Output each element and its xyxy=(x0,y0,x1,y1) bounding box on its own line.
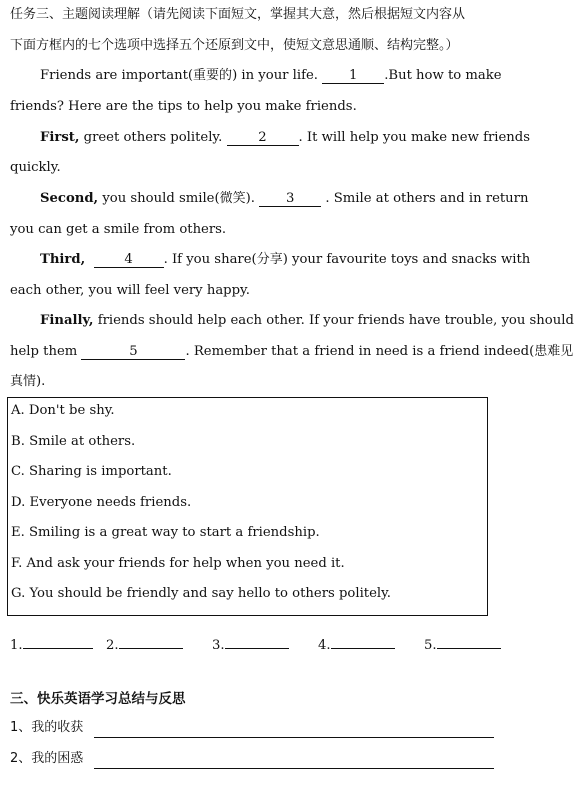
text: ) your favourite toys and snacks with xyxy=(282,252,531,267)
option-f[interactable]: F. And ask your friends for help when you need it. xyxy=(11,556,345,571)
option-e[interactable]: E. Smiling is a great way to start a friendship. xyxy=(11,525,320,540)
reflection-confusions-line[interactable] xyxy=(94,768,494,769)
answer-line[interactable] xyxy=(23,636,93,649)
lead-word: Third, xyxy=(40,252,86,267)
answer-blank-3[interactable] xyxy=(212,636,289,654)
option-g[interactable]: G. You should be friendly and say hello to others politely. xyxy=(11,586,392,601)
passage-paragraph-4-cont: each other, you will feel very happy. xyxy=(10,283,250,298)
answer-number: 2. xyxy=(106,638,119,653)
option-d[interactable]: D. Everyone needs friends. xyxy=(11,495,192,510)
passage-paragraph-1-cont: friends? Here are the tips to help you make friends. xyxy=(10,99,357,114)
passage-paragraph-1 xyxy=(40,68,551,84)
text: greet others politely. xyxy=(79,130,227,145)
reflection-label: 2、我的困惑 xyxy=(10,751,84,766)
answer-number: 5. xyxy=(424,638,437,653)
section-3-title: 三、快乐英语学习总结与反思 xyxy=(10,691,186,707)
answer-number: 4. xyxy=(318,638,331,653)
passage-paragraph-2 xyxy=(40,130,551,146)
answer-line[interactable] xyxy=(119,636,183,649)
gloss: 患难见 xyxy=(534,344,574,359)
text: . Remember that a friend in need is a friend indeed( xyxy=(185,344,535,359)
answer-line[interactable] xyxy=(331,636,395,649)
answer-line[interactable] xyxy=(225,636,289,649)
answer-blank-1[interactable] xyxy=(10,636,93,654)
option-a[interactable]: A. Don't be shy. xyxy=(11,403,115,418)
text: ). xyxy=(36,374,46,389)
passage-paragraph-3-cont: you can get a smile from others. xyxy=(10,222,227,237)
passage-paragraph-3 xyxy=(40,191,551,207)
passage-paragraph-5-cont xyxy=(10,344,574,360)
gloss: 分享 xyxy=(256,252,283,267)
options-box xyxy=(7,397,488,616)
passage-paragraph-5-end xyxy=(10,374,551,390)
answer-blank-5[interactable] xyxy=(424,636,501,654)
blank-4[interactable]: 4 xyxy=(94,253,164,268)
task-instruction-line-1: 任务三、主题阅读理解（请先阅读下面短文，掌握其大意，然后根据短文内容从 xyxy=(10,7,466,22)
answer-number: 3. xyxy=(212,638,225,653)
answer-blank-4[interactable] xyxy=(318,636,395,654)
blank-5[interactable]: 5 xyxy=(81,345,185,360)
passage-paragraph-4 xyxy=(40,252,551,268)
lead-word: Second, xyxy=(40,191,99,206)
lead-word: First, xyxy=(40,130,80,145)
reflection-confusions xyxy=(10,751,83,767)
blank-3[interactable]: 3 xyxy=(259,192,321,207)
text: . Smile at others and in return xyxy=(321,191,529,206)
passage-paragraph-2-cont: quickly. xyxy=(10,160,61,175)
lead-word: Finally, xyxy=(40,313,94,328)
text: ). xyxy=(245,191,260,206)
text: .But how to make xyxy=(384,68,502,83)
reflection-gains-line[interactable] xyxy=(94,737,494,738)
answer-line[interactable] xyxy=(437,636,501,649)
text: . It will help you make new friends xyxy=(298,130,530,145)
gloss: 真情 xyxy=(10,374,37,389)
task-instruction-line-2: 下面方框内的七个选项中选择五个还原到文中，使短文意思通顺、结构完整。） xyxy=(10,38,459,53)
text: you should smile( xyxy=(98,191,220,206)
option-b[interactable]: B. Smile at others. xyxy=(11,434,136,449)
reflection-gains xyxy=(10,720,83,736)
text: help them xyxy=(10,344,82,359)
text: ) in your life. xyxy=(232,68,323,83)
blank-1[interactable]: 1 xyxy=(322,69,384,84)
blank-2[interactable]: 2 xyxy=(227,131,299,146)
option-c[interactable]: C. Sharing is important. xyxy=(11,464,172,479)
text: Friends are important( xyxy=(40,68,194,83)
answer-number: 1. xyxy=(10,638,23,653)
text: friends should help each other. If your friends have trouble, you should xyxy=(93,313,574,328)
gloss: 重要的 xyxy=(193,68,233,83)
gloss: 微笑 xyxy=(219,191,246,206)
passage-paragraph-5 xyxy=(40,313,574,329)
reflection-label: 1、我的收获 xyxy=(10,720,84,735)
text: . If you share( xyxy=(163,252,257,267)
answer-blank-2[interactable] xyxy=(106,636,183,654)
